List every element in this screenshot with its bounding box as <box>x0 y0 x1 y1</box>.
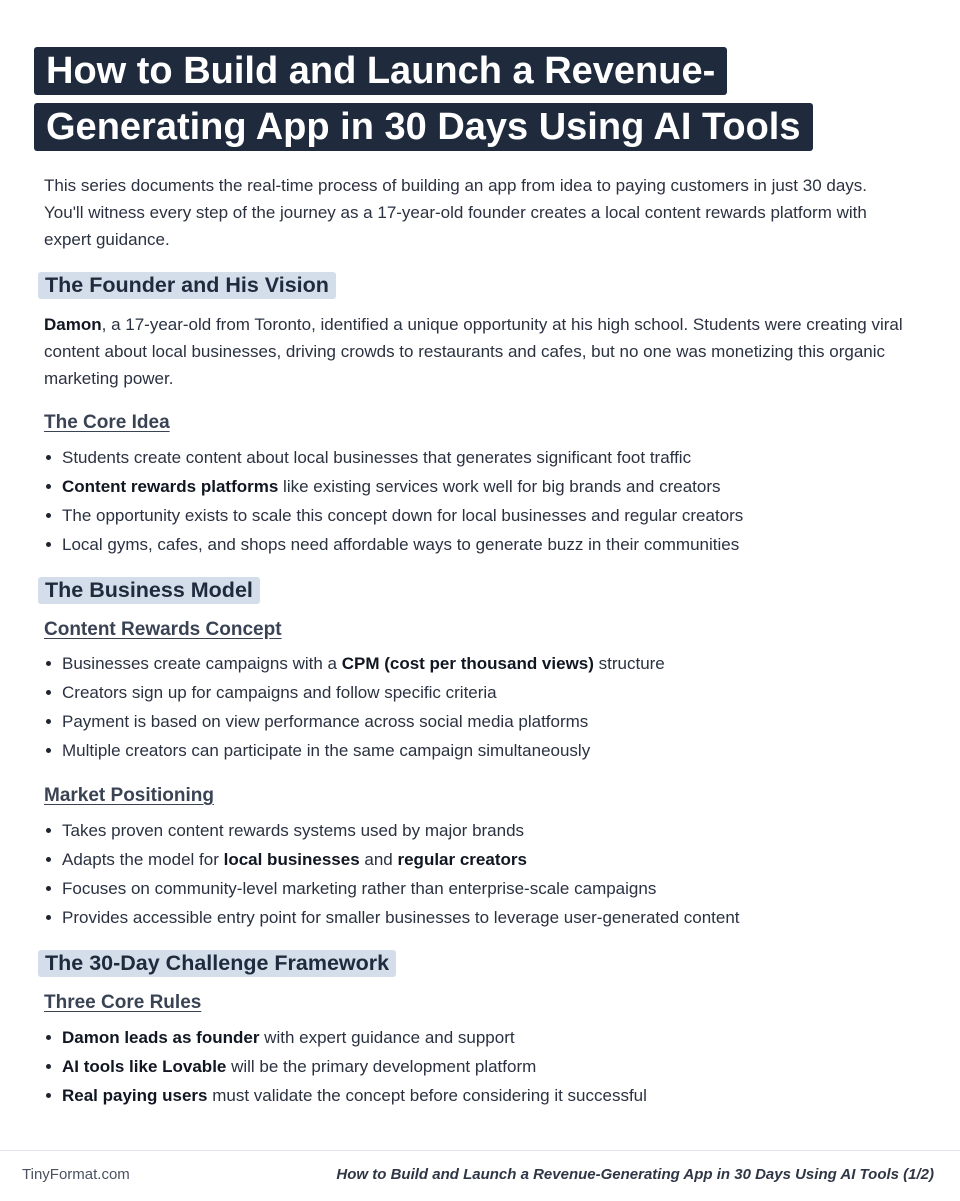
list-item-text: Payment is based on view performance across social media platforms <box>62 712 589 731</box>
core-rules-list <box>44 1023 924 1110</box>
list-item-bold: Real paying users <box>62 1086 208 1105</box>
founder-text: , a 17-year-old from Toronto, identified a unique opportunity at his high school. Students were creating viral content about local businesses, driving crowds to restaurants and cafes, but no one was monetizing this organic marketing power. <box>44 315 903 388</box>
page-title <box>34 47 914 159</box>
list-item-text: with expert guidance and support <box>259 1028 515 1047</box>
list-item-text: Local gyms, cafes, and shops need affordable ways to generate buzz in their communities <box>62 535 740 554</box>
list-item <box>44 443 924 472</box>
list-item-bold: Damon leads as founder <box>62 1028 260 1047</box>
section-heading-challenge: The 30-Day Challenge Framework <box>38 950 396 977</box>
list-item <box>44 530 924 559</box>
footer-series-title: How to Build and Launch a Revenue-Generating App in 30 Days Using AI Tools (1/2) <box>336 1166 934 1183</box>
list-item <box>44 736 924 765</box>
intro-paragraph: This series documents the real-time process of building an app from idea to paying customers in just 30 days. You'll witness every step of the journey as a 17-year-old founder creates a local content rewards platform with expert guidance. <box>44 176 868 249</box>
list-item <box>44 845 924 874</box>
footer-site-name: TinyFormat.com <box>22 1166 130 1183</box>
list-item-text: like existing services work well for big brands and creators <box>278 477 721 496</box>
list-item-text: and <box>359 850 398 869</box>
list-item <box>44 1052 924 1081</box>
list-item-bold: Content rewards platforms <box>62 477 279 496</box>
list-item-text: structure <box>593 654 665 673</box>
page-footer <box>0 1150 960 1201</box>
list-item-text: Creators sign up for campaigns and follow specific criteria <box>62 683 497 702</box>
list-item-text: Businesses create campaigns with a <box>62 654 342 673</box>
list-item-text: Multiple creators can participate in the same campaign simultaneously <box>62 741 591 760</box>
list-item-bold: AI tools like Lovable <box>62 1057 227 1076</box>
list-item-bold: local businesses <box>223 850 360 869</box>
list-item <box>44 1081 924 1110</box>
list-item-bold: CPM (cost per thousand views) <box>341 654 594 673</box>
list-item-text: Students create content about local businesses that generates significant foot traffic <box>62 448 692 467</box>
list-item <box>44 874 924 903</box>
list-item <box>44 472 924 501</box>
subheading-core-idea: The Core Idea <box>44 412 170 433</box>
list-item-text: The opportunity exists to scale this concept down for local businesses and regular creators <box>62 506 744 525</box>
list-item <box>44 816 924 845</box>
subheading-market-positioning: Market Positioning <box>44 785 214 806</box>
list-item-text: must validate the concept before considering it successful <box>207 1086 647 1105</box>
content-rewards-list <box>44 649 924 765</box>
section-heading-business-model: The Business Model <box>38 577 260 604</box>
title-line-1: How to Build and Launch a Revenue- <box>34 47 727 95</box>
founder-paragraph <box>44 311 904 392</box>
subheading-content-rewards-concept: Content Rewards Concept <box>44 619 282 640</box>
subheading-three-core-rules: Three Core Rules <box>44 992 202 1013</box>
list-item-text: Takes proven content rewards systems used by major brands <box>62 821 525 840</box>
core-idea-list <box>44 443 924 559</box>
list-item-text: Focuses on community-level marketing rather than enterprise-scale campaigns <box>62 879 657 898</box>
list-item <box>44 678 924 707</box>
list-item-text: Adapts the model for <box>62 850 224 869</box>
title-line-2: Generating App in 30 Days Using AI Tools <box>34 103 813 151</box>
list-item-text: Provides accessible entry point for smaller businesses to leverage user-generated content <box>62 908 740 927</box>
section-heading-founder: The Founder and His Vision <box>38 272 336 299</box>
list-item <box>44 649 924 678</box>
list-item <box>44 1023 924 1052</box>
list-item <box>44 707 924 736</box>
founder-name: Damon <box>44 315 102 334</box>
market-positioning-list <box>44 816 924 932</box>
list-item-text: will be the primary development platform <box>226 1057 537 1076</box>
list-item <box>44 501 924 530</box>
list-item <box>44 903 924 932</box>
list-item-bold: regular creators <box>397 850 527 869</box>
